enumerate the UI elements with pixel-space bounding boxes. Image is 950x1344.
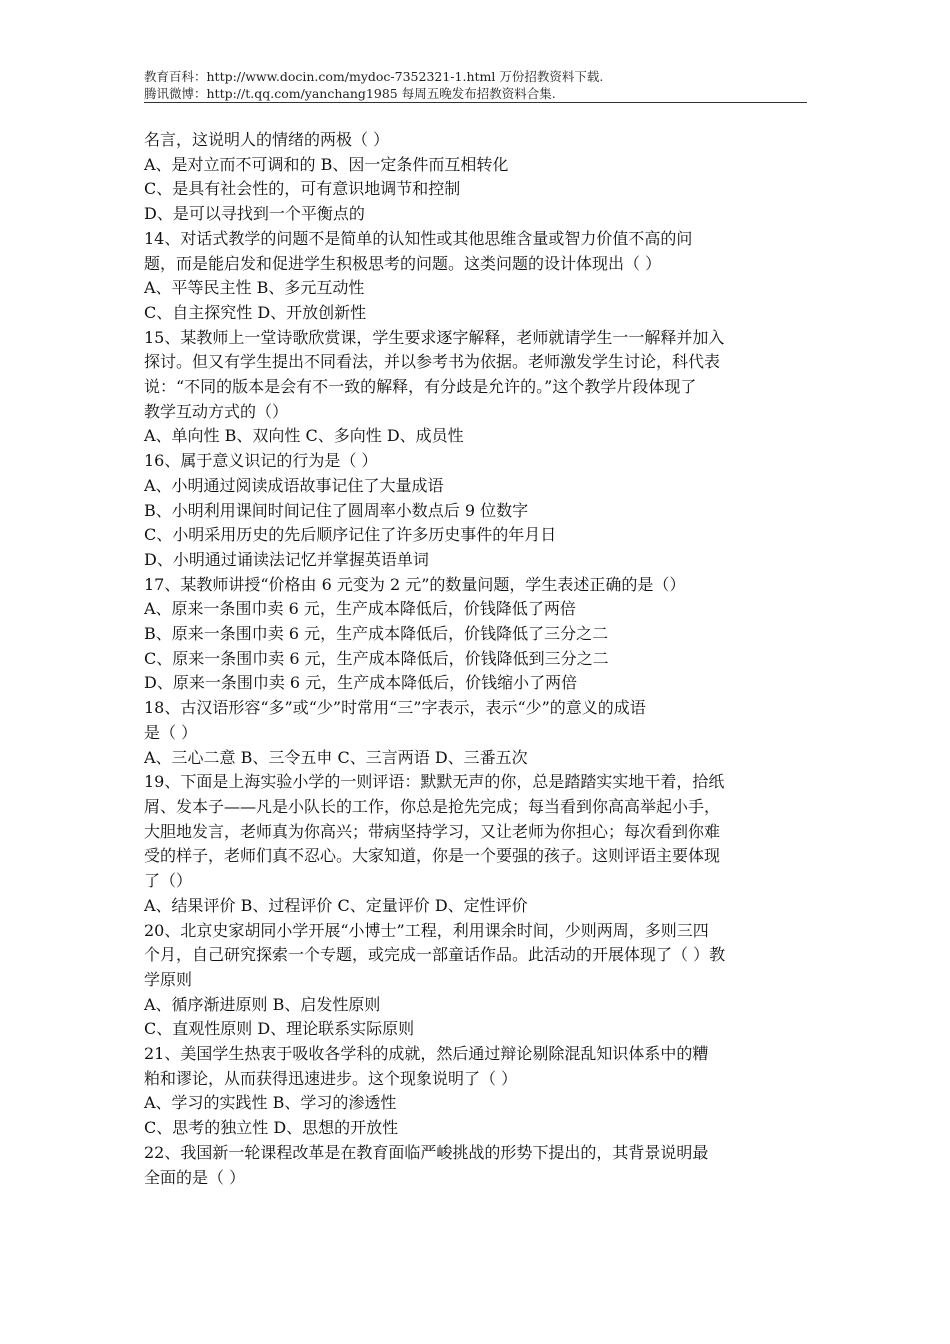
text-line: A、三心二意 B、三令五申 C、三言两语 D、三番五次: [144, 747, 528, 767]
text-line: 19、下面是上海实验小学的一则评语：默默无声的你，总是踏踏实实地干着，拾纸: [144, 772, 725, 792]
text-line: D、小明通过诵读法记忆并掌握英语单词: [144, 549, 429, 569]
text-line: 个月，自己研究探索一个专题，或完成一部童话作品。此活动的开展体现了（ ）教: [144, 945, 726, 965]
text-line: D、原来一条围巾卖 6 元，生产成本降低后，价钱缩小了两倍: [144, 673, 578, 693]
text-line: 名言，这说明人的情绪的两极（ ）: [144, 130, 390, 149]
text-line: 是（ ）: [144, 722, 198, 742]
text-line: 受的样子，老师们真不忍心。大家知道，你是一个要强的孩子。这则评语主要体现: [144, 846, 721, 866]
text-line: 16、属于意义识记的行为是（ ）: [144, 451, 378, 471]
text-line: 学原则: [144, 969, 193, 989]
text-line: A、是对立而不可调和的 B、因一定条件而互相转化: [144, 154, 509, 174]
text-line: 20、北京史家胡同小学开展“小博士”工程，利用课余时间，少则两周，多则三四: [144, 920, 709, 940]
text-line: 教学互动方式的（）: [144, 401, 289, 421]
text-line: C、是具有社会性的，可有意识地调节和控制: [144, 179, 461, 199]
text-line: B、原来一条围巾卖 6 元，生产成本降低后，价钱降低了三分之二: [144, 624, 609, 644]
text-line: 全面的是（ ）: [144, 1167, 246, 1187]
text-line: A、学习的实践性 B、学习的渗透性: [144, 1093, 397, 1113]
text-line: A、循序渐进原则 B、启发性原则: [144, 994, 381, 1014]
text-line: 18、古汉语形容“多”或“少”时常用“三”字表示，表示“少”的意义的成语: [144, 698, 646, 718]
text-line: 17、某教师讲授“价格由 6 元变为 2 元”的数量问题，学生表述正确的是（）: [144, 574, 686, 594]
text-line: 题，而是能启发和促进学生积极思考的问题。这类问题的设计体现出（ ）: [144, 253, 662, 273]
header-line-docin: 教育百科：http://www.docin.com/mydoc-7352321-1.html 万份招教资料下载.: [144, 69, 604, 84]
header-divider: [144, 102, 807, 103]
text-line: A、单向性 B、双向性 C、多向性 D、成员性: [144, 426, 464, 446]
text-line: 了（）: [144, 871, 193, 891]
text-line: B、小明利用课间时间记住了圆周率小数点后 9 位数字: [144, 500, 529, 520]
text-line: A、小明通过阅读成语故事记住了大量成语: [144, 475, 444, 495]
text-line: 15、某教师上一堂诗歌欣赏课，学生要求逐字解释，老师就请学生一一解释并加入: [144, 327, 725, 347]
text-line: 粕和谬论，从而获得迅速进步。这个现象说明了（ ）: [144, 1068, 518, 1088]
text-line: 探讨。但又有学生提出不同看法，并以参考书为依据。老师激发学生讨论，科代表: [144, 352, 721, 372]
page-header: [144, 68, 807, 102]
text-line: 屑、发本子——凡是小队长的工作，你总是抢先完成；每当看到你高高举起小手，: [144, 796, 721, 816]
text-line: A、原来一条围巾卖 6 元，生产成本降低后，价钱降低了两倍: [144, 599, 576, 619]
text-line: 21、美国学生热衷于吸收各学科的成就，然后通过辩论剔除混乱知识体系中的糟: [144, 1044, 709, 1064]
text-line: 14、对话式教学的问题不是简单的认知性或其他思维含量或智力价值不高的问: [144, 228, 693, 248]
text-line: C、思考的独立性 D、思想的开放性: [144, 1118, 399, 1138]
text-line: C、小明采用历史的先后顺序记住了许多历史事件的年月日: [144, 525, 557, 545]
document-body: [144, 128, 819, 1190]
text-line: 22、我国新一轮课程改革是在教育面临严峻挑战的形势下提出的，其背景说明最: [144, 1142, 709, 1162]
text-line: D、是可以寻找到一个平衡点的: [144, 204, 365, 224]
text-line: 说：“不同的版本是会有不一致的解释，有分歧是允许的。”这个教学片段体现了: [144, 377, 697, 397]
text-line: C、原来一条围巾卖 6 元，生产成本降低后，价钱降低到三分之二: [144, 648, 609, 668]
text-line: A、平等民主性 B、多元互动性: [144, 278, 365, 298]
text-line: C、自主探究性 D、开放创新性: [144, 302, 367, 322]
text-line: C、直观性原则 D、理论联系实际原则: [144, 1019, 415, 1039]
text-line: A、结果评价 B、过程评价 C、定量评价 D、定性评价: [144, 895, 528, 915]
text-line: 大胆地发言，老师真为你高兴；带病坚持学习，又让老师为你担心；每次看到你难: [144, 821, 721, 841]
header-line-weibo: 腾讯微博：http://t.qq.com/yanchang1985 每周五晚发布招教资料合集.: [144, 86, 556, 101]
